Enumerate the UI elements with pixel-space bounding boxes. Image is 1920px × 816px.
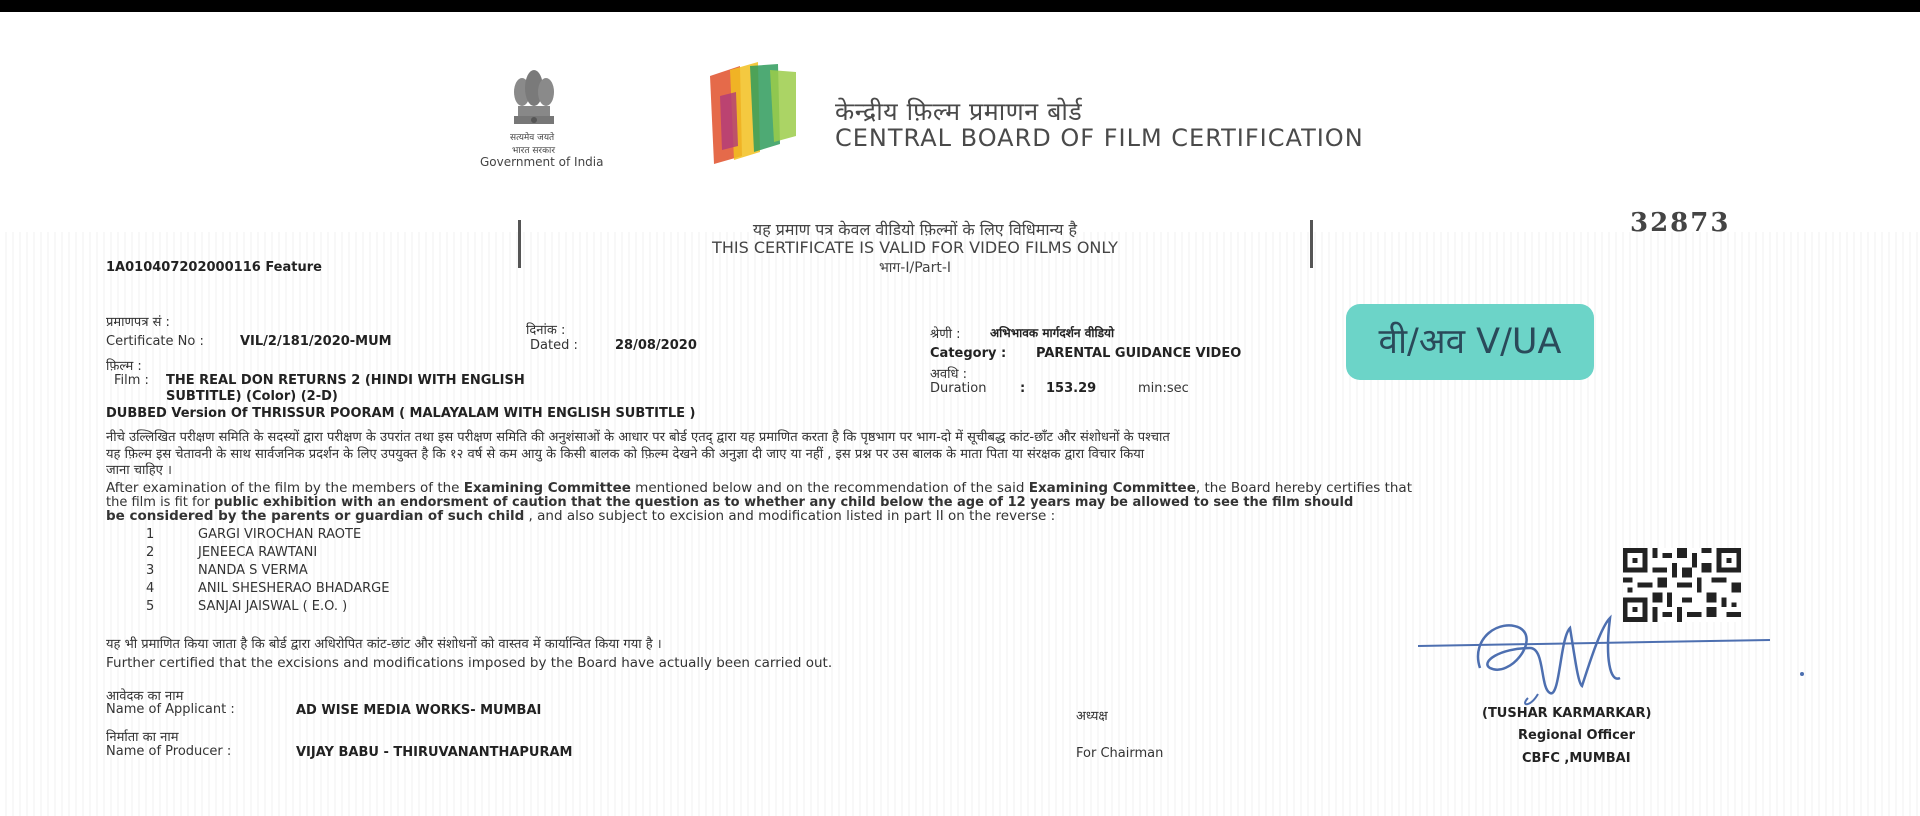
film-title-line2: SUBTITLE) (Color) (2-D) (166, 389, 338, 404)
committee-member: NANDA S VERMA (198, 563, 308, 578)
english-paragraph-line2: the film is fit for public exhibition with an endorsment of caution that the question as to whether any child below the age of 12 years may be allowed to see the film should (106, 495, 1354, 510)
rating-badge: वी/अव V/UA (1346, 304, 1594, 380)
validity-left-bar (518, 220, 521, 268)
committee-num: 2 (146, 545, 155, 560)
validity-english: THIS CERTIFICATE IS VALID FOR VIDEO FILMS ONLY (712, 238, 1118, 257)
emblem-motto: सत्यमेव जयते (510, 133, 555, 143)
validity-right-bar (1310, 220, 1313, 268)
reference-number: 1A010407202000116 Feature (106, 260, 322, 275)
duration-value: 153.29 (1046, 381, 1097, 396)
committee-num: 4 (146, 581, 155, 596)
hindi-paragraph-line1: नीचे उल्लिखित परीक्षण समिति के सदस्यों द्वारा परीक्षण के उपरांत तथा इस परीक्षण समिति की अनुशंसाओं के आधार पर बोर्ड एतद् द्वारा यह प्रमाणित करता है कि पृष्ठभाग पर भाग-दो में सूचीबद्ध कांट-छाँट और संशोधनों के पश्चात (106, 430, 1170, 445)
further-certified-en: Further certified that the excisions and modifications imposed by the Board have actually been carried out. (106, 655, 833, 671)
category-label: Category : (930, 346, 1007, 361)
committee-num: 5 (146, 599, 155, 614)
officer-title: Regional Officer (1518, 728, 1636, 743)
applicant-label-hi: आवेदक का नाम (106, 689, 184, 704)
committee-member: GARGI VIROCHAN RAOTE (198, 527, 362, 542)
producer-value: VIJAY BABU - THIRUVANANTHAPURAM (296, 745, 573, 760)
producer-label: Name of Producer : (106, 744, 232, 759)
category-value: PARENTAL GUIDANCE VIDEO (1036, 346, 1242, 361)
applicant-label: Name of Applicant : (106, 702, 235, 717)
date-value: 28/08/2020 (615, 338, 697, 353)
committee-num: 3 (146, 563, 155, 578)
committee-member: SANJAI JAISWAL ( E.O. ) (198, 599, 348, 614)
board-name-english: CENTRAL BOARD OF FILM CERTIFICATION (835, 124, 1364, 152)
duration-unit: min:sec (1138, 381, 1189, 396)
english-paragraph-line3: be considered by the parents or guardian of such child , and also subject to excision and modification listed in part II on the reverse : (106, 508, 1056, 524)
film-title-line1: THE REAL DON RETURNS 2 (HINDI WITH ENGLISH (166, 373, 525, 388)
certificate-part: भाग-I/Part-I (878, 260, 952, 276)
chairman-hi: अध्यक्ष (1076, 709, 1108, 724)
board-name-hindi: केन्द्रीय फ़िल्म प्रमाणन बोर्ड (835, 97, 1083, 126)
cert-no-value: VIL/2/181/2020-MUM (240, 334, 392, 349)
hindi-paragraph-line3: जाना चाहिए । (106, 463, 172, 478)
officer-name: (TUSHAR KARMARKAR) (1482, 706, 1652, 721)
category-label-hi: श्रेणी : (930, 327, 961, 342)
applicant-value: AD WISE MEDIA WORKS- MUMBAI (296, 703, 542, 718)
certificate-serial: 32873 (1630, 208, 1731, 238)
film-title-line3: DUBBED Version Of THRISSUR POORAM ( MALAYALAM WITH ENGLISH SUBTITLE ) (106, 406, 696, 421)
chairman-en: For Chairman (1076, 746, 1164, 761)
film-label-hi: फ़िल्म : (106, 359, 142, 374)
top-black-bar (0, 0, 1920, 12)
emblem-country-en: Government of India (480, 155, 604, 169)
officer-office: CBFC ,MUMBAI (1522, 751, 1631, 766)
duration-label: Duration (930, 381, 987, 396)
duration-label-hi: अवधि : (930, 367, 968, 382)
validity-hindi: यह प्रमाण पत्र केवल वीडियो फ़िल्मों के लिए विधिमान्य है (752, 220, 1078, 239)
emblem-country-hi: भारत सरकार (512, 146, 556, 156)
committee-num: 1 (146, 527, 155, 542)
cbfc-logo-icon (700, 56, 820, 168)
english-paragraph-line1: After examination of the film by the members of the Examining Committee mentioned below and on the recommendation of the said Examining Committee, the Board hereby certifies that (106, 480, 1412, 496)
committee-member: ANIL SHESHERAO BHADARGE (198, 581, 390, 596)
committee-member: JENEECA RAWTANI (198, 545, 318, 560)
date-label: Dated : (530, 338, 578, 353)
producer-label-hi: निर्माता का नाम (106, 730, 179, 745)
category-hi: अभिभावक मार्गदर्शन वीडियो (990, 326, 1115, 340)
signature-icon (1410, 598, 1820, 718)
further-certified-hi: यह भी प्रमाणित किया जाता है कि बोर्ड द्वारा अधिरोपित कांट-छांट और संशोधनों को वास्तव में कार्यान्वित किया गया है । (106, 637, 662, 652)
cert-no-label: Certificate No : (106, 334, 204, 349)
hindi-paragraph-line2: यह फ़िल्म इस चेतावनी के साथ सार्वजनिक प्रदर्शन के लिए उपयुक्त है कि १२ वर्ष से कम आयु के किसी बालक को फ़िल्म देखने की अनुज्ञा दी जाए या नहीं , इस प्रश्न पर उस बालक के माता पिता या संरक्षक द्वारा विचार किया (106, 447, 1145, 462)
cert-no-label-hi: प्रमाणपत्र सं : (106, 315, 170, 330)
film-label: Film : (114, 373, 149, 388)
date-label-hi: दिनांक : (526, 323, 566, 338)
ashoka-emblem-icon (500, 62, 568, 134)
duration-colon: : (1020, 381, 1026, 396)
